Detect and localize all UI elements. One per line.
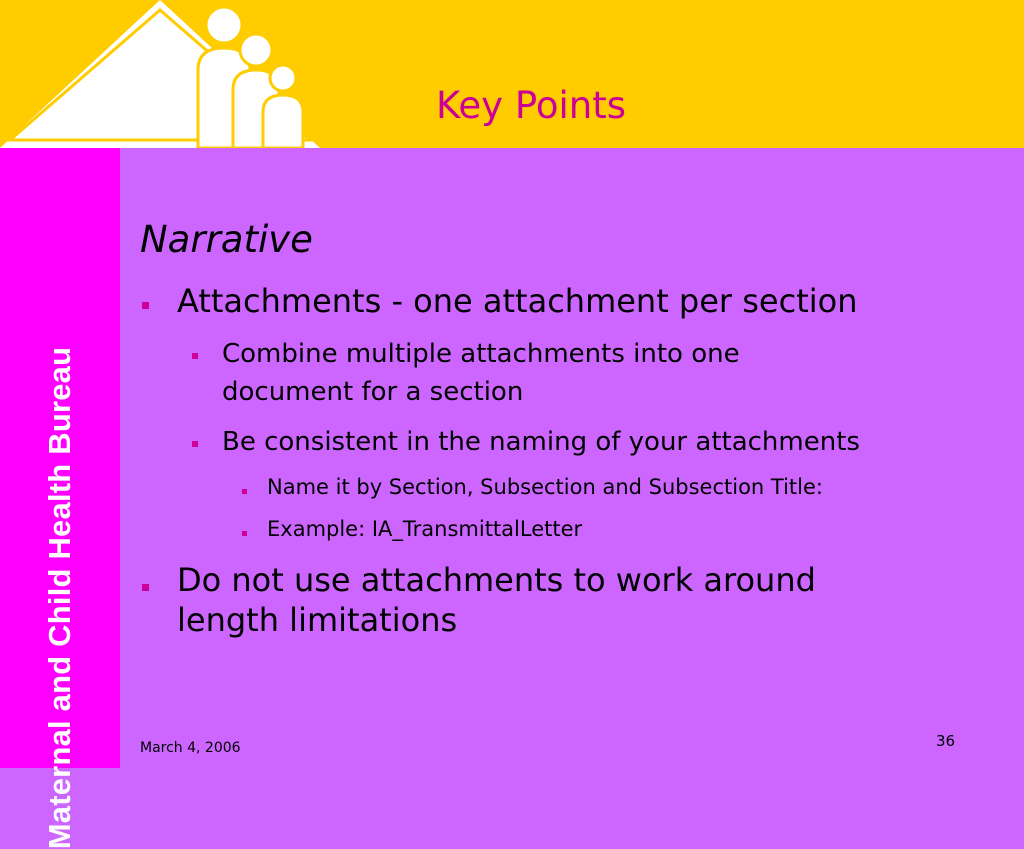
bullet-marker: [142, 584, 149, 591]
bullet-item: Attachments - one attachment per section: [177, 282, 858, 320]
bullet-item: Example: IA_TransmittalLetter: [267, 517, 583, 541]
bullet-marker: [192, 353, 198, 359]
family-figures-logo: [0, 0, 330, 148]
bullet-item: Combine multiple attachments into one document for a section: [222, 339, 740, 407]
slide-title: Key Points: [436, 84, 626, 127]
sidebar-org-name: Maternal and Child Health Bureau: [42, 346, 77, 849]
bullet-item: Do not use attachments to work around length limitations: [177, 561, 816, 639]
bullet-marker: [242, 489, 247, 494]
sidebar-band: [0, 148, 120, 849]
bullet-marker: [242, 531, 247, 536]
bullet-marker: [192, 441, 198, 447]
page-number: 36: [936, 732, 956, 750]
footer-date: March 4, 2006: [140, 740, 241, 756]
bullet-item: Be consistent in the naming of your attachments: [222, 427, 860, 457]
bullet-marker: [142, 302, 149, 309]
section-heading: Narrative: [140, 218, 313, 261]
bullet-item: Name it by Section, Subsection and Subsection Title:: [267, 475, 823, 499]
